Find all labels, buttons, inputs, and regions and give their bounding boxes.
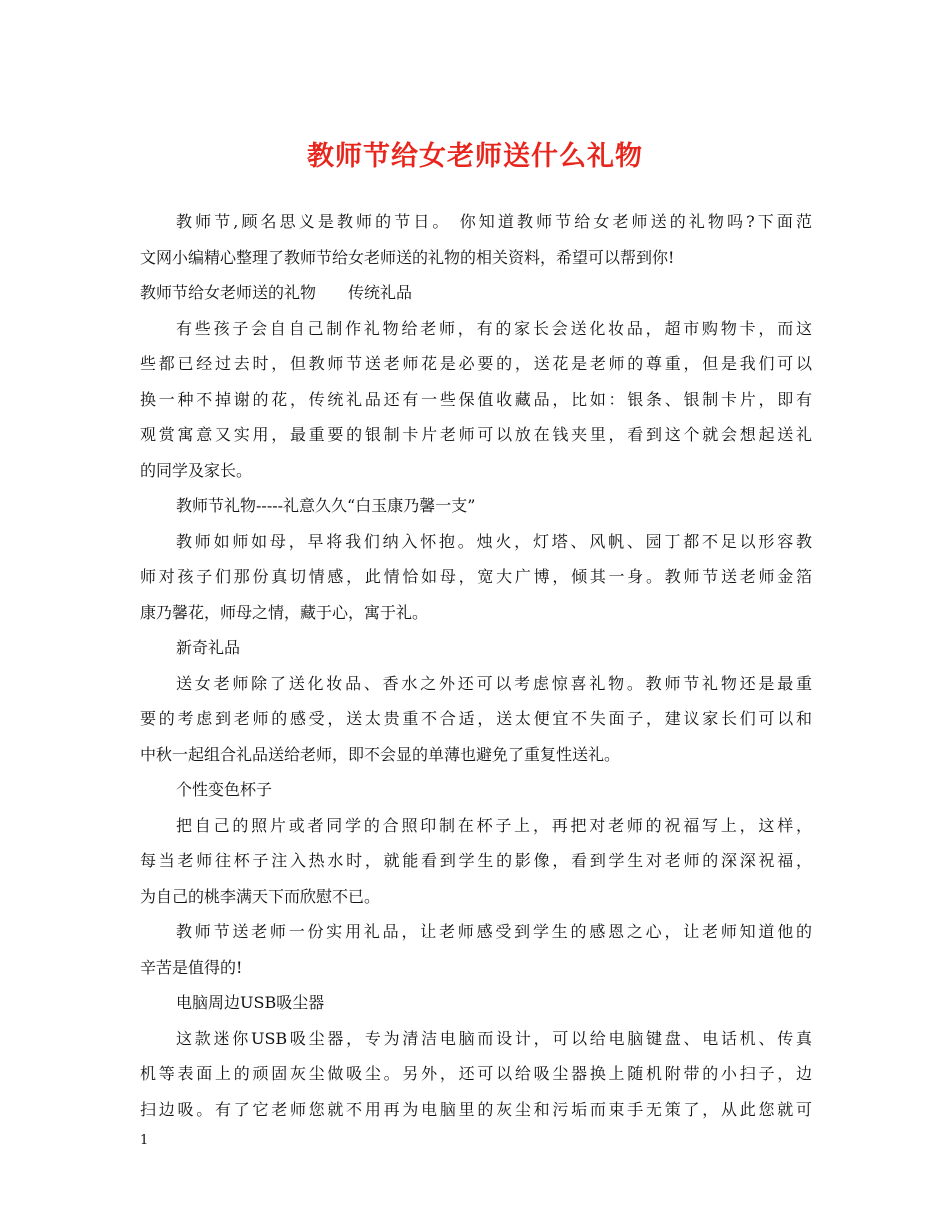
body-line: 教师节,顾名思义是教师的节日。 你知道教师节给女老师送的礼物吗?下面范 bbox=[176, 212, 812, 231]
body-line: 康乃馨花，师母之情，藏于心，寓于礼。 bbox=[140, 602, 429, 622]
body-line: 些都已经过去时，但教师节送老师花是必要的，送花是老师的尊重，但是我们可以 bbox=[140, 354, 812, 373]
body-line: 机等表面上的顽固灰尘做吸尘。另外，还可以给吸尘器换上随机附带的小扫子，边 bbox=[140, 1064, 812, 1083]
body-line: 师对孩子们那份真切情感，此情恰如母，宽大广博，倾其一身。教师节送老师金箔 bbox=[140, 567, 812, 586]
body-line: 辛苦是值得的! bbox=[140, 957, 243, 977]
body-line: 的同学及家长。 bbox=[140, 460, 253, 480]
body-line: 教师如师如母，早将我们纳入怀抱。烛火，灯塔、风帆、园丁都不足以形容教 bbox=[176, 531, 812, 551]
body-line: 要的考虑到老师的感受，送太贵重不合适，送太便宜不失面子，建议家长们可以和 bbox=[140, 709, 812, 728]
body-line: 教师节送老师一份实用礼品，让老师感受到学生的感恩之心，让老师知道他的 bbox=[176, 922, 812, 941]
section-heading: 教师节给女老师送的礼物 传统礼品 bbox=[140, 283, 413, 302]
body-line: 把自己的照片或者同学的合照印制在杯子上，再把对老师的祝福写上，这样， bbox=[176, 815, 812, 835]
page-number: 1 bbox=[140, 1133, 149, 1148]
body-line: 这款迷你USB吸尘器，专为清洁电脑而设计，可以给电脑键盘、电话机、传真 bbox=[176, 1028, 812, 1048]
section-heading: 个性变色杯子 bbox=[176, 780, 273, 799]
document-body bbox=[140, 204, 812, 1127]
body-line: 送女老师除了送化妆品、香水之外还可以考虑惊喜礼物。教师节礼物还是最重 bbox=[176, 673, 812, 693]
body-line: 每当老师往杯子注入热水时，就能看到学生的影像，看到学生对老师的深深祝福， bbox=[140, 851, 812, 870]
body-line: 观赏寓意又实用，最重要的银制卡片老师可以放在钱夹里，看到这个就会想起送礼 bbox=[140, 425, 812, 444]
body-line: 文网小编精心整理了教师节给女老师送的礼物的相关资料，希望可以帮到你! bbox=[140, 247, 675, 267]
section-heading: 教师节礼物-----礼意久久“白玉康乃馨一支” bbox=[176, 496, 476, 515]
section-heading: 电脑周边USB吸尘器 bbox=[176, 993, 325, 1012]
body-line: 为自己的桃李满天下而欣慰不已。 bbox=[140, 886, 381, 906]
body-line: 换一种不掉谢的花，传统礼品还有一些保值收藏品，比如：银条、银制卡片，即有 bbox=[140, 389, 812, 409]
section-heading: 新奇礼品 bbox=[176, 638, 241, 657]
body-line: 有些孩子会自自己制作礼物给老师，有的家长会送化妆品，超市购物卡，而这 bbox=[176, 318, 812, 338]
body-line: 扫边吸。有了它老师您就不用再为电脑里的灰尘和污垢而束手无策了，从此您就可 bbox=[140, 1099, 812, 1119]
body-line: 中秋一起组合礼品送给老师，即不会显的单薄也避免了重复性送礼。 bbox=[140, 744, 621, 764]
page-title: 教师节给女老师送什么礼物 bbox=[307, 141, 643, 172]
